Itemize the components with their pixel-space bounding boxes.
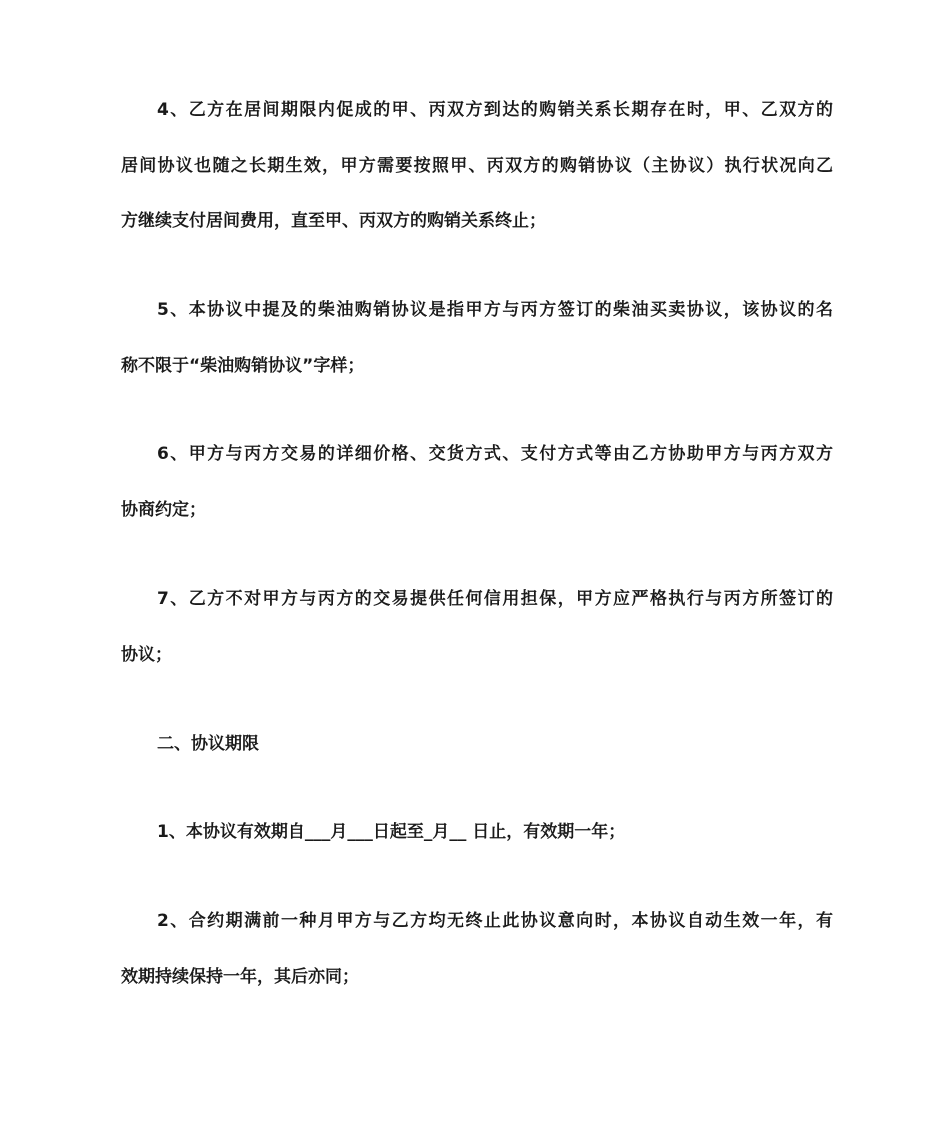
clause-6-line-1: 6、甲方与丙方交易的详细价格、交货方式、支付方式等由乙方协助甲方与丙方双方 xyxy=(157,444,833,464)
clause-4-line-2: 居间协议也随之长期生效，甲方需要按照甲、丙双方的购销协议（主协议）执行状况向乙 xyxy=(121,156,833,176)
clause-6-line-2: 协商约定； xyxy=(121,500,206,520)
term-clause-2-line-2: 效期持续保持一年，其后亦同； xyxy=(121,967,359,987)
term-clause-2-line-1: 2、合约期满前一种月甲方与乙方均无终止此协议意向时，本协议自动生效一年，有 xyxy=(157,911,833,931)
section-heading-agreement-term: 二、协议期限 xyxy=(157,734,259,754)
term-clause-1: 1、本协议有效期自___月___日起至_月__ 日止，有效期一年； xyxy=(157,822,626,842)
clause-4-line-3: 方继续支付居间费用，直至甲、丙双方的购销关系终止； xyxy=(121,211,546,231)
clause-5-line-1: 5、本协议中提及的柴油购销协议是指甲方与丙方签订的柴油买卖协议，该协议的名 xyxy=(157,300,833,320)
clause-7-line-1: 7、乙方不对甲方与丙方的交易提供任何信用担保，甲方应严格执行与丙方所签订的 xyxy=(157,589,833,609)
clause-4-line-1: 4、乙方在居间期限内促成的甲、丙双方到达的购销关系长期存在时，甲、乙双方的 xyxy=(157,100,833,120)
clause-5-line-2: 称不限于“柴油购销协议”字样； xyxy=(121,356,365,376)
clause-7-line-2: 协议； xyxy=(121,645,172,665)
